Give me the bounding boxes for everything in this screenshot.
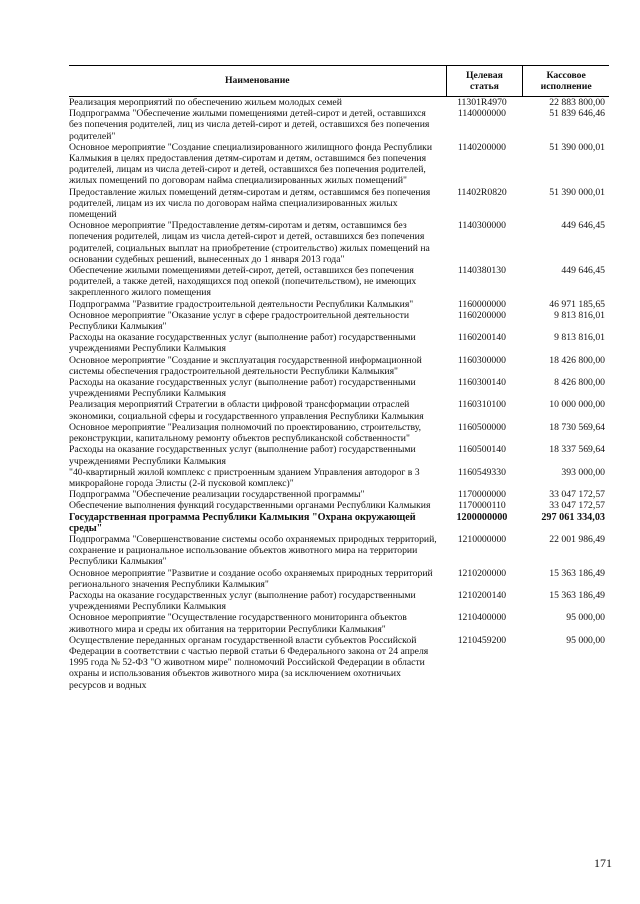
row-code: 1210000000 (457, 533, 507, 545)
table-row (69, 444, 609, 466)
table-row (69, 489, 609, 500)
header-sum-line1: Кассовое (546, 69, 586, 81)
table-row (69, 635, 609, 691)
header-code-line2: статья (469, 81, 499, 92)
row-sum: 51 839 646,46 (549, 108, 605, 120)
row-sum: 51 390 000,01 (549, 141, 605, 153)
table-row (69, 377, 609, 399)
row-sum: 449 646,45 (561, 265, 605, 277)
table-row (69, 97, 609, 108)
table-row (69, 512, 609, 534)
row-code: 11301R4970 (457, 97, 507, 108)
row-name: Основное мероприятие "Оказание услуг в сфере градостроительной деятельности Республики Калмыкия" (69, 309, 410, 333)
header-sum-label (541, 70, 592, 92)
table-row (69, 187, 609, 221)
row-sum: 15 363 186,49 (549, 589, 605, 601)
row-name: Подпрограмма "Обеспечение жилыми помещениями детей-сирот и детей, оставшихся без попечения родителей, лиц из числа детей-сирот и детей, оставшихся без попечения родителей" (69, 108, 430, 142)
row-code: 1210459200 (457, 634, 507, 646)
row-name: Осуществление переданных органам государственной власти субъектов Российской Федерации в соответствии с частью первой статьи 6 Федерального закона от 24 апреля 1995 года № 52-ФЗ "О животном мире" полномочий Российской Федерации в области охраны и использования объектов животного мира (за исключением охотничьих ресурсов и водных (69, 634, 429, 691)
row-sum: 10 000 000,00 (549, 399, 605, 411)
row-code: 1140300000 (457, 220, 506, 232)
row-code: 1140000000 (457, 108, 506, 120)
table-row (69, 534, 609, 568)
row-name: Расходы на оказание государственных услуг (выполнение работ) государственными учреждениями Республики Калмыкия (69, 589, 416, 613)
table-row (69, 500, 609, 511)
row-sum: 8 426 800,00 (554, 377, 605, 389)
row-name: Основное мероприятие "Осуществление государственного мониторинга объектов животного мира и среды их обитания на территории Республики Калмыкия" (69, 612, 407, 635)
row-name: Реализация мероприятий Стратегии в области цифровой трансформации отраслей экономики, социальной сферы и государственного управления Республики Калмыкия (69, 399, 424, 422)
table-header (69, 65, 609, 97)
row-name: Подпрограмма "Развитие градостроительной деятельности Республики Калмыкия" (69, 298, 414, 310)
row-sum: 46 971 185,65 (549, 298, 605, 310)
row-name: Расходы на оказание государственных услуг (выполнение работ) государственными учреждениями Республики Калмыкия (69, 377, 416, 400)
row-code: 1160300000 (457, 354, 506, 366)
row-sum: 18 337 569,64 (549, 444, 605, 456)
table-row (69, 299, 609, 310)
row-name: Основное мероприятие "Развитие и создание особо охраняемых природных территорий регионального значения Республики Калмыкия" (69, 567, 433, 590)
row-code: 1160310100 (457, 399, 506, 411)
table-row (69, 590, 609, 612)
row-name: Государственная программа Республики Калмыкия "Охрана окружающей среды" (69, 511, 416, 534)
row-name: Реализация мероприятий по обеспечению жильем молодых семей (69, 97, 342, 108)
row-name: Обеспечение выполнения функций государственными органами Республики Калмыкия (69, 500, 431, 512)
row-code: 1160000000 (457, 298, 506, 310)
table-row (69, 108, 609, 142)
table-row (69, 568, 609, 590)
table-row (69, 399, 609, 421)
row-sum: 9 813 816,01 (554, 332, 605, 344)
row-code: 1170000110 (458, 500, 506, 512)
row-name: Подпрограмма "Обеспечение реализации государственной программы" (69, 489, 365, 501)
row-sum: 22 001 986,49 (549, 533, 605, 545)
page-number: 171 (594, 856, 612, 870)
budget-table (69, 65, 609, 691)
table-row (69, 265, 609, 299)
row-code: 1140200000 (457, 141, 506, 153)
row-name: Предоставление жилых помещений детям-сиротам и детям, оставшимся без попечения родителей, лицам из их числа по договорам найма специализированных жилых помещений (69, 186, 431, 221)
row-name: Расходы на оказание государственных услуг (выполнение работ) государственными учреждениями Республики Калмыкия (69, 332, 416, 355)
row-sum: 22 883 800,00 (549, 97, 605, 108)
row-name: Обеспечение жилыми помещениями детей-сирот, детей, оставшихся без попечения родителей, а также детей, находящихся под опекой (попечительством), не имеющих закрепленного жилого помещения (69, 265, 417, 299)
header-name (69, 66, 447, 96)
row-code: 1170000000 (457, 489, 506, 501)
row-sum: 449 646,45 (561, 220, 605, 232)
header-code-line1: Целевая (466, 69, 503, 81)
table-row (69, 612, 609, 634)
row-name: Основное мероприятие "Предоставление детям-сиротам и детям, оставшимся без попечения родителей, лицам из числа детей-сирот и детей, оставшихся без попечения родителей, социальных выплат на приобретение (строительство) жилых помещений на основании судебных решений, вынесенных до 1 января 2013 года" (69, 220, 430, 265)
row-sum: 9 813 816,01 (554, 309, 605, 321)
row-code: 1210200000 (457, 567, 507, 579)
header-code (447, 66, 524, 96)
row-sum: 33 047 172,57 (549, 500, 605, 512)
row-name: Основное мероприятие "Создание и эксплуатация государственной информационной системы обеспечения градостроительной деятельности Республики Калмыкия" (69, 354, 422, 377)
row-name: Расходы на оказание государственных услуг (выполнение работ) государственными учреждениями Республики Калмыкия (69, 444, 416, 467)
header-sum (523, 66, 609, 96)
row-name: "40-квартирный жилой комплекс с пристроенным зданием Управления автодорог в 3 микрорайоне города Элисты (2-й пусковой комплекс)" (69, 466, 420, 489)
row-sum: 15 363 186,49 (549, 567, 605, 579)
row-sum: 393 000,00 (561, 466, 605, 478)
row-code: 1160200000 (457, 309, 506, 321)
row-sum: 18 730 569,64 (549, 421, 605, 433)
table-row (69, 142, 609, 187)
row-code: 1160200140 (457, 332, 506, 344)
row-code: 1140380130 (457, 265, 506, 277)
table-row (69, 355, 609, 377)
row-sum: 51 390 000,01 (549, 186, 605, 198)
row-sum: 95 000,00 (566, 612, 605, 624)
row-name: Основное мероприятие "Создание специализированного жилищного фонда Республики Калмыкия в целях предоставления детям-сиротам и детям, оставшимся без попечения родителей, лицам из числа детей-сирот и детей, оставшихся без попечения родителей, жилых помещений по договорам найма специализированных жилых помещений" (69, 141, 433, 187)
row-sum: 18 426 800,00 (549, 354, 605, 366)
row-code: 1160549330 (457, 466, 506, 478)
row-code: 1160300140 (457, 377, 506, 389)
table-row (69, 310, 609, 332)
table-body (69, 97, 609, 691)
header-code-label (466, 70, 503, 92)
table-row (69, 220, 609, 265)
row-sum: 297 061 334,03 (541, 511, 605, 523)
row-code: 11402R0820 (457, 186, 507, 198)
row-sum: 95 000,00 (566, 634, 605, 646)
header-sum-line2: исполнение (540, 81, 592, 92)
row-code: 1210400000 (457, 612, 507, 624)
table-row (69, 332, 609, 354)
row-code: 1200000000 (456, 511, 508, 523)
row-code: 1160500000 (457, 421, 506, 433)
table-row (69, 422, 609, 444)
row-sum: 33 047 172,57 (549, 489, 605, 501)
row-name: Основное мероприятие "Реализация полномочий по проектированию, строительству, реконструкции, капитальному ремонту объектов республиканской собственности" (69, 421, 422, 445)
row-name: Подпрограмма "Совершенствование системы особо охраняемых природных территорий, сохранение и рациональное использование объектов животного мира на территории Республики Калмыкия" (69, 533, 437, 568)
header-name-label: Наименование (225, 75, 290, 87)
table-row (69, 467, 609, 489)
row-code: 1210200140 (457, 589, 507, 601)
row-code: 1160500140 (457, 444, 506, 456)
